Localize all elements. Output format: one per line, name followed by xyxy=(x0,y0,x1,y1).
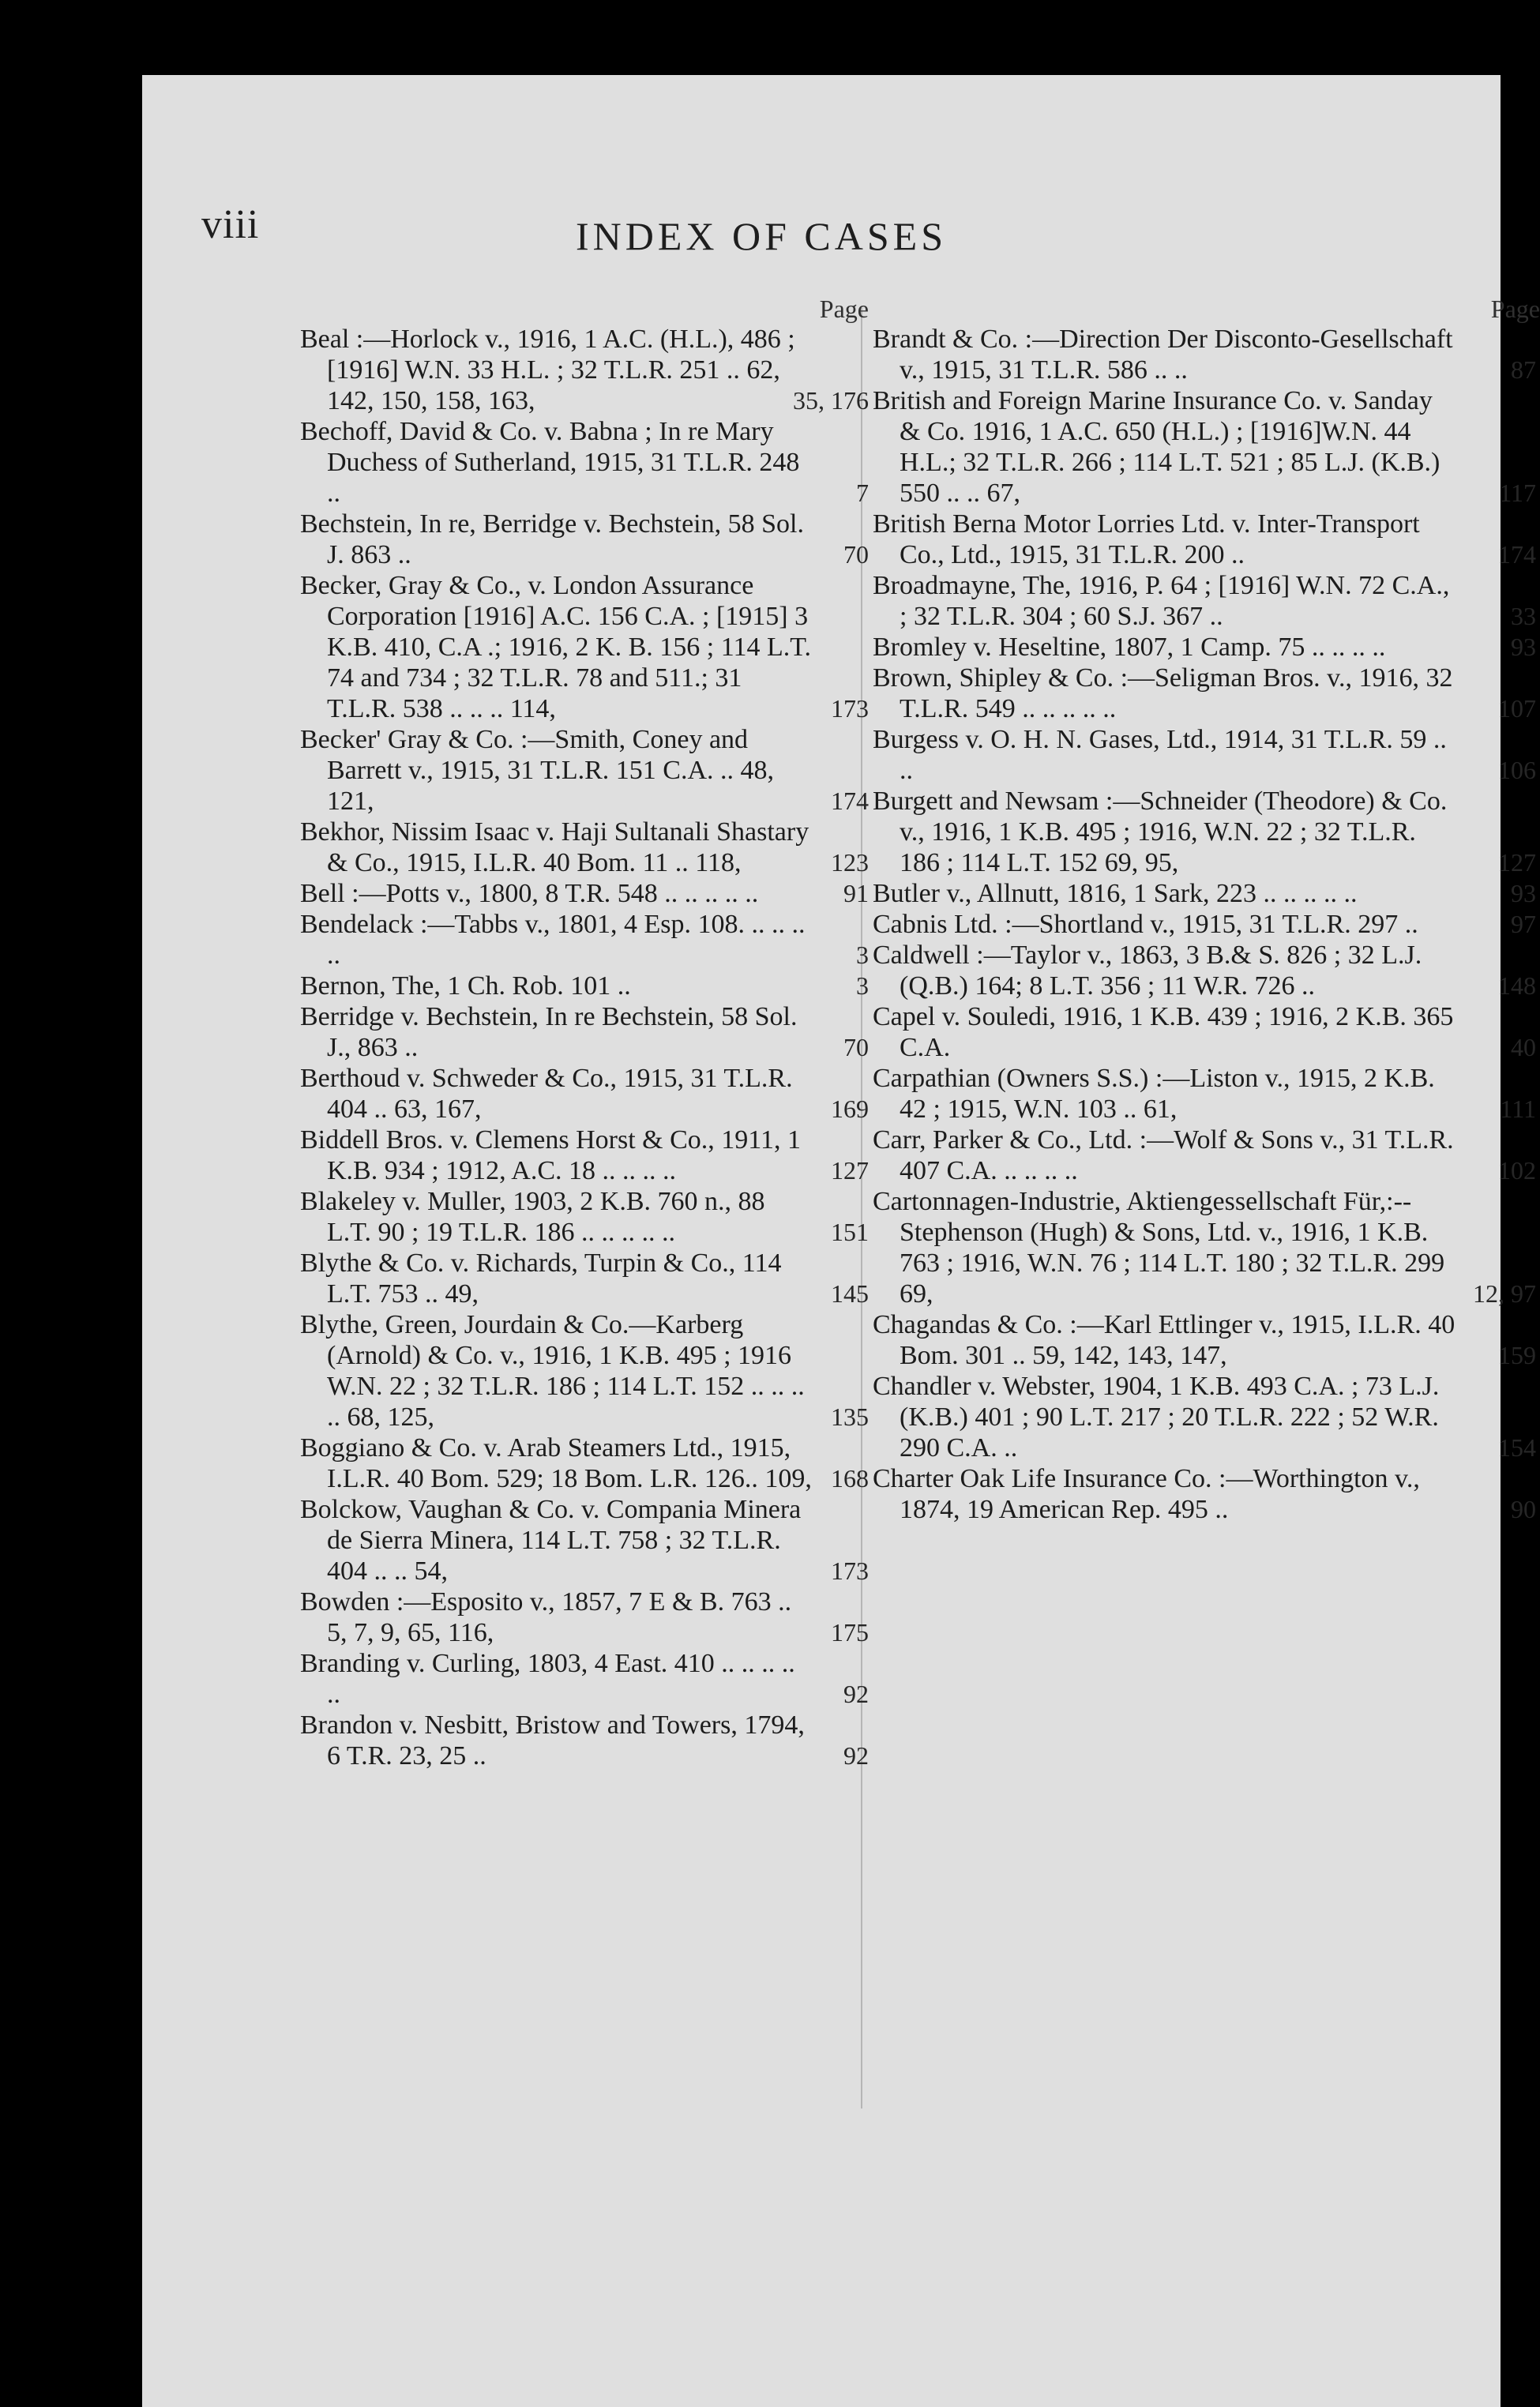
entry-page-numbers: 33 xyxy=(1511,602,1536,630)
entry-text: Boggiano & Co. v. Arab Steamers Ltd., 1915, I.L.R. 40 Bom. 529; 18 Bom. L.R. 126.. 109, xyxy=(300,1433,812,1493)
column-heading: Page xyxy=(819,295,869,323)
index-entry xyxy=(873,324,1536,385)
entry-page-numbers: 87 xyxy=(1511,355,1536,384)
index-entry xyxy=(873,1309,1536,1371)
entry-page-numbers: 173 xyxy=(831,694,869,723)
index-entry xyxy=(873,570,1536,632)
entry-page-numbers: 135 xyxy=(831,1403,869,1431)
entry-page-numbers: 97 xyxy=(1511,910,1536,938)
index-entry xyxy=(300,1125,869,1186)
index-entry xyxy=(873,1063,1536,1125)
index-entry xyxy=(300,1001,869,1063)
entry-page-numbers: 92 xyxy=(843,1741,869,1770)
left-column xyxy=(300,294,869,1771)
entry-page-numbers: 90 xyxy=(1511,1495,1536,1523)
entry-text: Caldwell :—Taylor v., 1863, 3 B.& S. 826 ; 32 L.J. (Q.B.) 164; 8 L.T. 356 ; 11 W.R. 726 .. xyxy=(873,941,1422,1001)
index-entry xyxy=(300,1433,869,1494)
entry-text: Biddell Bros. v. Clemens Horst & Co., 1911, 1 K.B. 934 ; 1912, A.C. 18 .. .. .. .. xyxy=(300,1125,802,1185)
index-entry xyxy=(300,971,869,1001)
entry-page-numbers: 102 xyxy=(1498,1156,1536,1185)
entry-text: Becker' Gray & Co. :—Smith, Coney and Barrett v., 1915, 31 T.L.R. 151 C.A. .. 48, 121, xyxy=(300,725,774,816)
entry-page-numbers: 106 xyxy=(1498,756,1536,784)
index-entry xyxy=(300,570,869,724)
entry-page-numbers: 117 xyxy=(1499,479,1536,507)
entry-page-numbers: 151 xyxy=(831,1218,869,1246)
index-entry xyxy=(300,324,869,416)
entry-page-numbers: 70 xyxy=(843,540,869,569)
entry-text: Bendelack :—Tabbs v., 1801, 4 Esp. 108. .. .. .. .. xyxy=(300,910,806,970)
entry-page-numbers: 91 xyxy=(843,879,869,907)
index-entry xyxy=(873,786,1536,878)
entry-page-numbers: 93 xyxy=(1511,633,1536,661)
entry-page-numbers: 127 xyxy=(831,1156,869,1185)
entry-text: Blakeley v. Muller, 1903, 2 K.B. 760 n., 88 L.T. 90 ; 19 T.L.R. 186 .. .. .. .. .. xyxy=(300,1187,765,1247)
index-entry xyxy=(300,1309,869,1433)
index-entry xyxy=(873,632,1536,663)
entry-text: Brandon v. Nesbitt, Bristow and Towers, 1794, 6 T.R. 23, 25 .. xyxy=(300,1710,805,1771)
entry-page-numbers: 70 xyxy=(843,1033,869,1061)
entry-page-numbers: 127 xyxy=(1498,848,1536,877)
entry-text: Bernon, The, 1 Ch. Rob. 101 .. xyxy=(300,971,631,1001)
entry-text: Branding v. Curling, 1803, 4 East. 410 .. .. .. .. .. xyxy=(300,1649,795,1709)
index-entry xyxy=(873,878,1536,909)
index-entry xyxy=(300,509,869,570)
entry-page-numbers: 148 xyxy=(1498,971,1536,1000)
index-entry xyxy=(873,724,1536,786)
index-entry xyxy=(300,1494,869,1587)
entry-text: Bolckow, Vaughan & Co. v. Compania Minera de Sierra Minera, 114 L.T. 758 ; 32 T.L.R. 404 .. .. 54, xyxy=(300,1495,802,1586)
entry-text: British and Foreign Marine Insurance Co. v. Sanday & Co. 1916, 1 A.C. 650 (H.L.) ; [1916]W.N. 44 H.L.; 32 T.L.R. 266 ; 114 L.T. 521 ; 85 L.J. (K.B.) 550 .. .. 67, xyxy=(873,386,1440,508)
entry-text: Bowden :—Esposito v., 1857, 7 E & B. 763 .. 5, 7, 9, 65, 116, xyxy=(300,1587,792,1647)
entry-text: Berridge v. Bechstein, In re Bechstein, 58 Sol. J., 863 .. xyxy=(300,1002,798,1062)
right-column xyxy=(873,294,1540,1525)
index-entry xyxy=(873,509,1536,570)
entry-text: Cabnis Ltd. :—Shortland v., 1915, 31 T.L.R. 297 .. xyxy=(873,910,1418,939)
entry-page-numbers: 12, 97 xyxy=(1473,1279,1536,1308)
index-entry xyxy=(300,416,869,509)
index-entry xyxy=(300,909,869,971)
entry-page-numbers: 3 xyxy=(856,971,869,1000)
entry-text: Blythe, Green, Jourdain & Co.—Karberg (Arnold) & Co. v., 1916, 1 K.B. 495 ; 1916 W.N. 22 ; 32 T.L.R. 186 ; 114 L.T. 152 .. .. .. .. 68, 125, xyxy=(300,1310,805,1432)
entry-text: Bechoff, David & Co. v. Babna ; In re Mary Duchess of Sutherland, 1915, 31 T.L.R. 248 .. xyxy=(300,417,800,508)
index-entry xyxy=(300,1648,869,1710)
entry-text: Cartonnagen-Industrie, Aktiengessellschaft Für,:--Stephenson (Hugh) & Sons, Ltd. v., 1916, 1 K.B. 763 ; 1916, W.N. 76 ; 114 L.T. 180 ; 32 T.L.R. 299 69, xyxy=(873,1187,1445,1309)
index-entry xyxy=(873,385,1536,509)
entry-text: Burgess v. O. H. N. Gases, Ltd., 1914, 31 T.L.R. 59 .. .. xyxy=(873,725,1447,785)
entry-text: Bechstein, In re, Berridge v. Bechstein, 58 Sol. J. 863 .. xyxy=(300,509,804,569)
entry-page-numbers: 35, 176 xyxy=(793,386,869,415)
index-entry xyxy=(873,1001,1536,1063)
page-title: INDEX OF CASES xyxy=(575,214,948,258)
index-entry xyxy=(300,878,869,909)
index-entry xyxy=(873,1186,1536,1309)
entry-text: Chagandas & Co. :—Karl Ettlinger v., 1915, I.L.R. 40 Bom. 301 .. 59, 142, 143, 147, xyxy=(873,1310,1455,1370)
index-entry xyxy=(873,1125,1536,1186)
entry-page-numbers: 3 xyxy=(856,941,869,969)
index-entry xyxy=(873,663,1536,724)
entry-page-numbers: 168 xyxy=(831,1464,869,1493)
entry-page-numbers: 93 xyxy=(1511,879,1536,907)
entry-page-numbers: 40 xyxy=(1511,1033,1536,1061)
entry-page-numbers: 111 xyxy=(1500,1095,1536,1123)
index-entry xyxy=(873,940,1536,1001)
entry-text: British Berna Motor Lorries Ltd. v. Inter-Transport Co., Ltd., 1915, 31 T.L.R. 200 .. xyxy=(873,509,1420,569)
index-entry xyxy=(873,1463,1536,1525)
entry-text: Beal :—Horlock v., 1916, 1 A.C. (H.L.), 486 ; [1916] W.N. 33 H.L. ; 32 T.L.R. 251 .. 62, 142, 150, 158, 163, xyxy=(300,325,795,415)
entry-page-numbers: 175 xyxy=(831,1618,869,1647)
index-entry xyxy=(300,1710,869,1771)
entry-page-numbers: 169 xyxy=(831,1095,869,1123)
index-entry xyxy=(300,817,869,878)
entry-text: Charter Oak Life Insurance Co. :—Worthington v., 1874, 19 American Rep. 495 .. xyxy=(873,1464,1420,1524)
index-entry xyxy=(300,1248,869,1309)
entry-page-numbers: 7 xyxy=(856,479,869,507)
entry-page-numbers: 145 xyxy=(831,1279,869,1308)
entry-text: Chandler v. Webster, 1904, 1 K.B. 493 C.A. ; 73 L.J. (K.B.) 401 ; 90 L.T. 217 ; 20 T.L.R. 222 ; 52 W.R. 290 C.A. .. xyxy=(873,1372,1440,1463)
entry-text: Blythe & Co. v. Richards, Turpin & Co., 114 L.T. 753 .. 49, xyxy=(300,1249,782,1309)
entry-text: Berthoud v. Schweder & Co., 1915, 31 T.L.R. 404 .. 63, 167, xyxy=(300,1064,793,1124)
index-entry xyxy=(300,1186,869,1248)
entry-text: Carpathian (Owners S.S.) :—Liston v., 1915, 2 K.B. 42 ; 1915, W.N. 103 .. 61, xyxy=(873,1064,1435,1124)
entry-text: Butler v., Allnutt, 1816, 1 Sark, 223 .. .. .. .. .. xyxy=(873,879,1358,908)
index-entry xyxy=(873,909,1536,940)
entry-text: Burgett and Newsam :—Schneider (Theodore) & Co. v., 1916, 1 K.B. 495 ; 1916, W.N. 22 ; 32 T.L.R. 186 ; 114 L.T. 152 69, 95, xyxy=(873,787,1448,877)
entry-text: Becker, Gray & Co., v. London Assurance Corporation [1916] A.C. 156 C.A. ; [1915] 3 K.B. 410, C.A .; 1916, 2 K. B. 156 ; 114 L.T. 74 and 734 ; 32 T.L.R. 78 and 511.; 31 T.L.R. 538 .. .. .. 114, xyxy=(300,571,811,723)
entry-page-numbers: 92 xyxy=(843,1680,869,1708)
index-entry xyxy=(873,1371,1536,1463)
entry-text: Bromley v. Heseltine, 1807, 1 Camp. 75 .. .. .. .. xyxy=(873,633,1386,662)
entry-text: Brandt & Co. :—Direction Der Disconto-Gesellschaft v., 1915, 31 T.L.R. 586 .. .. xyxy=(873,325,1453,385)
index-entry xyxy=(300,724,869,817)
entry-page-numbers: 174 xyxy=(1498,540,1536,569)
entry-text: Carr, Parker & Co., Ltd. :—Wolf & Sons v., 31 T.L.R. 407 C.A. .. .. .. .. xyxy=(873,1125,1454,1185)
page-number: viii xyxy=(201,202,260,247)
entry-text: Bell :—Potts v., 1800, 8 T.R. 548 .. .. .. .. .. xyxy=(300,879,759,908)
entry-page-numbers: 173 xyxy=(831,1556,869,1585)
entry-page-numbers: 123 xyxy=(831,848,869,877)
index-entry xyxy=(300,1587,869,1648)
entry-page-numbers: 107 xyxy=(1498,694,1536,723)
entry-text: Broadmayne, The, 1916, P. 64 ; [1916] W.N. 72 C.A., ; 32 T.L.R. 304 ; 60 S.J. 367 .. xyxy=(873,571,1450,631)
index-entry xyxy=(300,1063,869,1125)
column-heading: Page xyxy=(1490,295,1540,323)
entry-page-numbers: 154 xyxy=(1498,1433,1536,1462)
entry-text: Brown, Shipley & Co. :—Seligman Bros. v., 1916, 32 T.L.R. 549 .. .. .. .. .. xyxy=(873,663,1453,723)
entry-text: Capel v. Souledi, 1916, 1 K.B. 439 ; 1916, 2 K.B. 365 C.A. xyxy=(873,1002,1454,1062)
entry-text: Bekhor, Nissim Isaac v. Haji Sultanali Shastary & Co., 1915, I.L.R. 40 Bom. 11 .. 118, xyxy=(300,817,809,877)
entry-page-numbers: 174 xyxy=(831,787,869,815)
entry-page-numbers: 159 xyxy=(1498,1341,1536,1369)
